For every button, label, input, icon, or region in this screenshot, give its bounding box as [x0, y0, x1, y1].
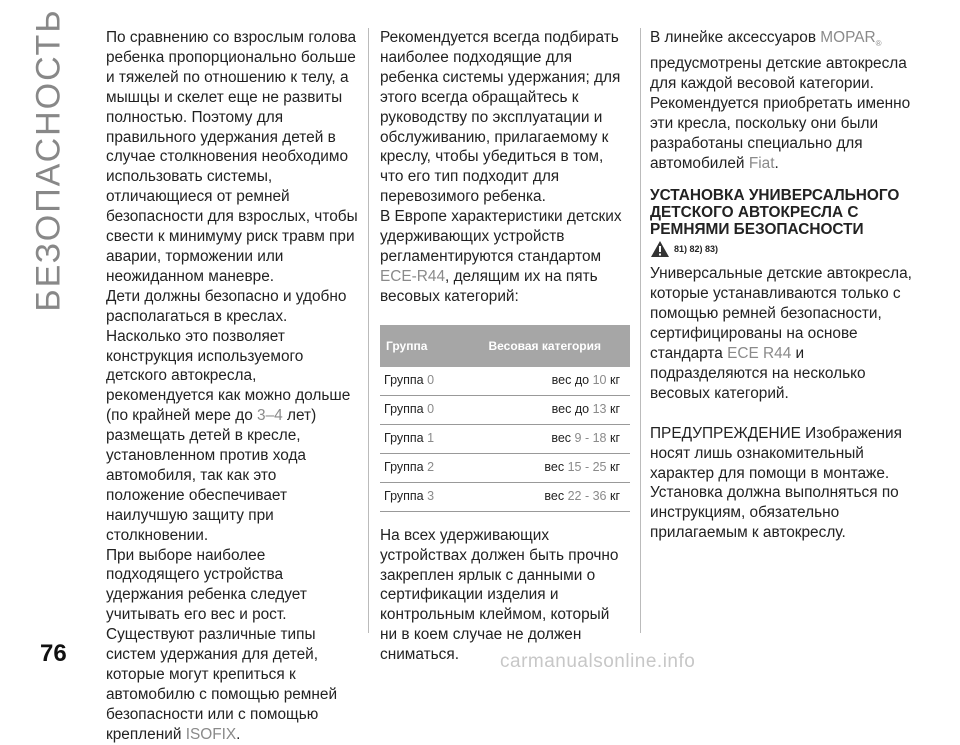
weight-unit: кг: [609, 430, 620, 445]
section-side-title: [24, 8, 74, 312]
weight-prefix: вес до: [551, 372, 590, 387]
table-row: [380, 367, 630, 396]
text-run: .: [236, 725, 241, 743]
weight-prefix: вес до: [551, 401, 590, 416]
paragraph: [106, 546, 358, 745]
text-run: В линейке аксессуаров: [650, 29, 821, 46]
paragraph: Рекомендуется всегда подбирать наиболее подходящие для ребенка системы удержания; для этого всегда обращайтесь к руководству по эксплуатации и обслуживанию, прилагаемому к креслу, чтобы убедиться в том, что его тип подходит для перевозимого ребенка.: [380, 29, 621, 206]
warning-reference: [650, 240, 915, 258]
paragraph: По сравнению со взрослым голова ребенка пропорционально больше и тяжелей по отношению к телу, а мышцы и скелет еще не развиты полностью. Поэтому для правильного удержания детей в случае столкновения необходимо использовать системы, отличающиеся от ремней безопасности для взрослых, чтобы свести к минимуму риск травм при аварии, торможении или неожиданном маневре.: [106, 29, 358, 285]
paragraph: [380, 207, 630, 307]
text-run: .: [774, 154, 779, 172]
group-label: Группа: [384, 488, 424, 503]
text-run: предусмотрены детские автокресла для каждой весовой категории. Рекомендуется приобретать именно эти кресла, поскольку они были разработаны специально для автомобилей: [650, 54, 911, 172]
group-label: Группа: [384, 372, 424, 387]
text-run: , делящим их на пять весовых категорий:: [380, 267, 598, 305]
text-run: и подразделяются на несколько весовых категорий.: [650, 345, 866, 402]
text-column-3: [650, 28, 915, 543]
weight-range: 10: [592, 372, 607, 387]
weight-cell: [459, 424, 630, 453]
table-row: [380, 395, 630, 424]
weight-prefix: вес: [544, 488, 565, 503]
group-number: 3: [427, 488, 435, 503]
group-cell: [380, 367, 459, 396]
header-group: Группа: [380, 325, 459, 367]
weight-unit: кг: [609, 372, 620, 387]
fiat-brand: Fiat: [748, 154, 775, 172]
registered-mark: ®: [875, 39, 882, 49]
section-side-title-text: БЕЗОПАСНОСТЬ: [29, 8, 68, 312]
page-number: 76: [40, 640, 67, 667]
weight-cell: [459, 367, 630, 396]
age-value: 3–4: [257, 407, 283, 425]
weight-prefix: вес: [544, 459, 565, 474]
text-run: лет) размещать детей в кресле, установленном против хода автомобиля, так как это положение обеспечивает наилучшую защиту при столкновении.: [106, 407, 317, 544]
group-cell: [380, 482, 459, 511]
weight-prefix: вес: [551, 430, 572, 445]
table-row: [380, 424, 630, 453]
group-cell: [380, 395, 459, 424]
group-label: Группа: [384, 459, 424, 474]
group-number: 0: [427, 401, 435, 416]
text-run: В Европе характеристики детских удерживающих устройств регламентируются стандартом: [380, 208, 622, 265]
group-number: 0: [427, 372, 435, 387]
weight-cell: [459, 453, 630, 482]
watermark: carmanualsonline.info: [500, 651, 696, 672]
column-divider-2: [640, 28, 641, 633]
section-heading: УСТАНОВКА УНИВЕРСАЛЬНОГО ДЕТСКОГО АВТОКРЕСЛА С РЕМНЯМИ БЕЗОПАСНОСТИ: [650, 187, 900, 239]
weight-range: 15 - 25: [567, 459, 607, 474]
text-column-1: [106, 28, 358, 745]
weight-cell: [459, 482, 630, 511]
weight-unit: кг: [609, 459, 620, 474]
warning-paragraph: ПРЕДУПРЕЖДЕНИЕ Изображения носят лишь ознакомительный характер для помощи в монтаже. Установка должна выполняться по инструкциям, обязательно прилагаемым к автокреслу.: [650, 424, 902, 542]
paragraph: [650, 28, 915, 173]
weight-category-table: [380, 325, 630, 512]
column-divider-1: [368, 28, 369, 633]
warning-triangle-icon: [650, 240, 670, 258]
weight-range: 22 - 36: [567, 488, 607, 503]
group-cell: [380, 453, 459, 482]
weight-unit: кг: [609, 488, 620, 503]
weight-cell: [459, 395, 630, 424]
weight-range: 13: [592, 401, 607, 416]
mopar-brand: MOPAR: [820, 29, 876, 46]
paragraph: [106, 287, 358, 546]
table-header-row: [380, 325, 630, 367]
isofix-term: ISOFIX: [185, 725, 237, 743]
standard-term: ECE R44: [727, 345, 792, 363]
weight-range: 9 - 18: [574, 430, 607, 445]
group-cell: [380, 424, 459, 453]
text-column-2: [380, 28, 630, 665]
text-run: Универсальные детские автокресла, которые устанавливаются только с помощью ремней безопасности, сертифицированы на основе стандарта: [650, 265, 912, 363]
table-row: [380, 453, 630, 482]
standard-term: ECE-R44: [380, 267, 446, 285]
text-run: При выборе наиболее подходящего устройства удержания ребенка следует учитывать его вес и рост. Существуют различные типы систем удержания для детей, которые могут крепиться к автомобилю с помощью ремней безопасности или с помощью креплений: [106, 546, 338, 743]
group-number: 1: [427, 430, 435, 445]
group-number: 2: [427, 459, 435, 474]
table-row: [380, 482, 630, 511]
paragraph: [650, 264, 915, 403]
text-run: Дети должны безопасно и удобно располагаться в креслах. Насколько это позволяет конструкция используемого детского автокресла, рекомендуется как можно дольше (по крайней мере до: [106, 287, 351, 425]
group-label: Группа: [384, 401, 424, 416]
weight-unit: кг: [609, 401, 620, 416]
group-label: Группа: [384, 430, 424, 445]
paragraph-spacer: [650, 404, 915, 424]
paragraph: На всех удерживающих устройствах должен быть прочно закреплен ярлык с данными о сертификации изделия и контрольным клеймом, который ни в коем случае не должен сниматься.: [380, 526, 619, 664]
header-weight: Весовая категория: [459, 325, 630, 367]
warning-refs: 81) 82) 83): [674, 244, 719, 255]
